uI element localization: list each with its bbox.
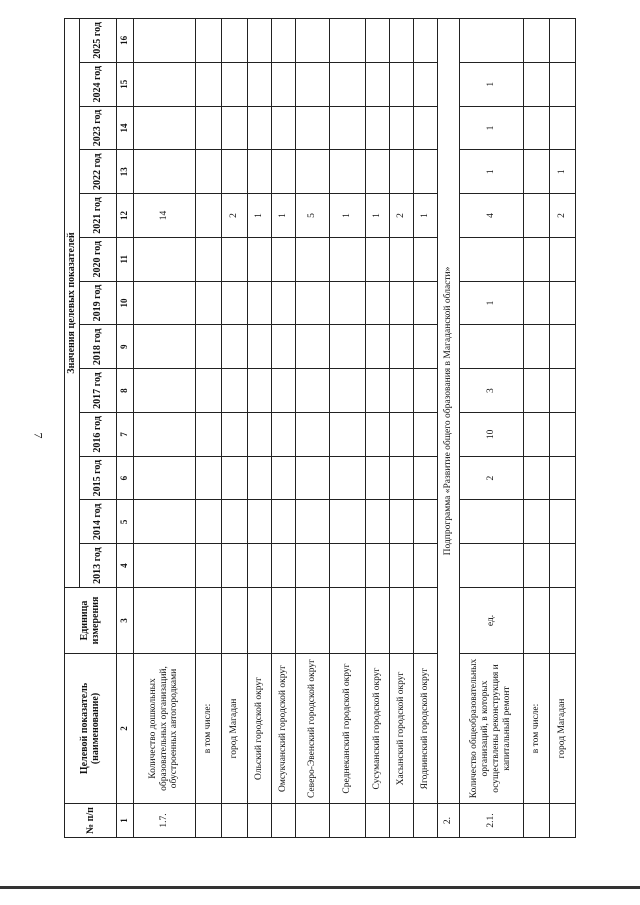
row-value (365, 325, 389, 369)
header-year: 2014 год (79, 500, 116, 544)
column-number: 3 (116, 588, 133, 654)
row-value: 14 (133, 194, 195, 238)
row-unit (389, 588, 413, 654)
row-value (221, 106, 247, 150)
row-value (195, 281, 221, 325)
row-name: Хасынский городской округ (389, 654, 413, 804)
row-value (195, 412, 221, 456)
indicators-table (64, 18, 576, 838)
header-year: 2021 год (79, 194, 116, 238)
row-unit (413, 588, 437, 654)
row-value (295, 544, 329, 588)
row-value (413, 369, 437, 413)
header-year: 2024 год (79, 62, 116, 106)
row-value (413, 62, 437, 106)
row-value (389, 500, 413, 544)
row-value (247, 106, 271, 150)
row-num (389, 804, 413, 838)
row-value (365, 106, 389, 150)
column-number: 16 (116, 19, 133, 63)
column-number: 11 (116, 237, 133, 281)
row-unit (365, 588, 389, 654)
row-name: Ягоднинский городской округ (413, 654, 437, 804)
row-value (365, 19, 389, 63)
row-value (365, 62, 389, 106)
table-row (523, 19, 549, 838)
row-num (247, 804, 271, 838)
row-value (195, 456, 221, 500)
row-value (247, 19, 271, 63)
table-row (133, 19, 195, 838)
row-value (365, 412, 389, 456)
row-value (413, 412, 437, 456)
row-value (389, 150, 413, 194)
header-year: 2018 год (79, 325, 116, 369)
row-value (221, 456, 247, 500)
row-name: в том числе: (195, 654, 221, 804)
row-value (221, 325, 247, 369)
row-value (523, 106, 549, 150)
table-row (247, 19, 271, 838)
row-value (295, 281, 329, 325)
row-name: Ольский городской округ (247, 654, 271, 804)
row-unit (133, 588, 195, 654)
column-number: 10 (116, 281, 133, 325)
row-name: Количество общеобразовательных организаций, в которых осуществлены реконструкция и капитальный ремонт (459, 654, 523, 804)
column-number: 12 (116, 194, 133, 238)
row-value (459, 325, 523, 369)
row-value (247, 412, 271, 456)
row-value (329, 281, 365, 325)
table-row (389, 19, 413, 838)
row-value: 2 (389, 194, 413, 238)
row-value (523, 544, 549, 588)
row-value (271, 19, 295, 63)
row-value (389, 456, 413, 500)
row-value (271, 544, 295, 588)
row-value (271, 62, 295, 106)
row-value (247, 325, 271, 369)
row-value (295, 500, 329, 544)
header-year: 2023 год (79, 106, 116, 150)
row-value (365, 150, 389, 194)
row-name: город Магадан (221, 654, 247, 804)
row-value (133, 369, 195, 413)
row-value (221, 544, 247, 588)
row-value (133, 544, 195, 588)
row-value (365, 544, 389, 588)
row-value (247, 237, 271, 281)
row-unit (523, 588, 549, 654)
row-value: 4 (459, 194, 523, 238)
row-value (271, 500, 295, 544)
row-value (389, 237, 413, 281)
table-row (295, 19, 329, 838)
row-value (195, 237, 221, 281)
row-value: 1 (413, 194, 437, 238)
row-value (523, 500, 549, 544)
table-body-part2 (459, 19, 575, 838)
row-value (133, 456, 195, 500)
row-value (389, 544, 413, 588)
row-value (365, 456, 389, 500)
row-value (133, 325, 195, 369)
row-value (295, 412, 329, 456)
row-unit: ед. (459, 588, 523, 654)
column-number: 13 (116, 150, 133, 194)
row-value (523, 369, 549, 413)
column-number: 9 (116, 325, 133, 369)
column-number: 15 (116, 62, 133, 106)
table-row (195, 19, 221, 838)
row-value (459, 19, 523, 63)
column-number: 6 (116, 456, 133, 500)
row-value (549, 369, 575, 413)
row-value (365, 281, 389, 325)
row-value (195, 325, 221, 369)
row-value (365, 369, 389, 413)
row-num (329, 804, 365, 838)
row-value (549, 544, 575, 588)
row-unit (295, 588, 329, 654)
row-value (271, 237, 295, 281)
row-value (195, 369, 221, 413)
row-value (271, 150, 295, 194)
row-num (523, 804, 549, 838)
column-number: 2 (116, 654, 133, 804)
header-year: 2020 год (79, 237, 116, 281)
row-value (221, 150, 247, 194)
row-value (247, 369, 271, 413)
header-year: 2025 год (79, 19, 116, 63)
row-value (133, 412, 195, 456)
row-value (329, 106, 365, 150)
section-body (437, 19, 459, 838)
row-value (221, 412, 247, 456)
table-row (459, 19, 523, 838)
row-num (413, 804, 437, 838)
row-value (271, 369, 295, 413)
row-value (295, 456, 329, 500)
row-value (271, 412, 295, 456)
row-value (389, 19, 413, 63)
row-value (389, 412, 413, 456)
row-value (549, 62, 575, 106)
row-value (295, 62, 329, 106)
row-value (221, 62, 247, 106)
row-value (523, 19, 549, 63)
row-value (247, 456, 271, 500)
row-num: 1.7. (133, 804, 195, 838)
row-value (295, 150, 329, 194)
row-value (195, 544, 221, 588)
row-value (195, 106, 221, 150)
row-unit (195, 588, 221, 654)
row-value (271, 325, 295, 369)
row-value (523, 412, 549, 456)
row-value: 2 (459, 456, 523, 500)
row-value (221, 19, 247, 63)
row-value (133, 150, 195, 194)
header-values-group: Значения целевых показателей (65, 19, 80, 588)
row-value (133, 500, 195, 544)
row-value (329, 544, 365, 588)
row-num (549, 804, 575, 838)
row-num (195, 804, 221, 838)
row-value (389, 325, 413, 369)
row-name: Количество дошкольных образовательных организаций, обустроенных автогородками (133, 654, 195, 804)
row-value (413, 325, 437, 369)
header-year: 2022 год (79, 150, 116, 194)
row-value (329, 62, 365, 106)
column-numbers-row (116, 19, 133, 838)
column-number: 8 (116, 369, 133, 413)
row-value: 1 (365, 194, 389, 238)
section-row (437, 19, 459, 838)
table-row (271, 19, 295, 838)
table-row (221, 19, 247, 838)
row-value (221, 500, 247, 544)
row-value (523, 325, 549, 369)
rotated-table-sheet (64, 18, 612, 838)
row-value: 2 (221, 194, 247, 238)
row-num (221, 804, 247, 838)
header-year: 2015 год (79, 456, 116, 500)
row-value (365, 237, 389, 281)
row-value (195, 62, 221, 106)
row-value (523, 237, 549, 281)
row-value (329, 150, 365, 194)
row-value (247, 500, 271, 544)
row-value (221, 281, 247, 325)
header-year: 2013 год (79, 544, 116, 588)
section-num: 2. (437, 804, 459, 838)
row-value (413, 106, 437, 150)
row-value (389, 369, 413, 413)
row-value (459, 544, 523, 588)
row-value (271, 281, 295, 325)
row-value (549, 281, 575, 325)
row-value (413, 544, 437, 588)
row-unit (271, 588, 295, 654)
row-value (413, 150, 437, 194)
row-value (329, 369, 365, 413)
row-value (329, 500, 365, 544)
row-value: 1 (459, 106, 523, 150)
row-value (247, 544, 271, 588)
row-value (389, 106, 413, 150)
row-value (295, 19, 329, 63)
row-value: 1 (549, 150, 575, 194)
row-value (133, 281, 195, 325)
row-name: город Магадан (549, 654, 575, 804)
column-number: 7 (116, 412, 133, 456)
table-row (329, 19, 365, 838)
table-row (413, 19, 437, 838)
header-unit: Единица измерения (65, 588, 117, 654)
row-value (133, 19, 195, 63)
row-value (221, 237, 247, 281)
page-number: 7 (31, 432, 46, 439)
row-value (195, 500, 221, 544)
row-unit (221, 588, 247, 654)
row-value (133, 62, 195, 106)
row-value (271, 106, 295, 150)
row-name: в том числе: (523, 654, 549, 804)
row-value (295, 369, 329, 413)
row-name: Среднеканский городской округ (329, 654, 365, 804)
row-name: Омсукчанский городской округ (271, 654, 295, 804)
row-value (295, 325, 329, 369)
header-indicator: Целевой показатель (наименование) (65, 654, 117, 804)
row-value: 1 (271, 194, 295, 238)
row-value: 1 (247, 194, 271, 238)
row-value: 10 (459, 412, 523, 456)
header-year: 2017 год (79, 369, 116, 413)
table-row (549, 19, 575, 838)
row-unit (247, 588, 271, 654)
row-value (549, 325, 575, 369)
row-value (295, 237, 329, 281)
row-value (389, 62, 413, 106)
row-value (195, 19, 221, 63)
row-value: 2 (549, 194, 575, 238)
row-value: 1 (459, 281, 523, 325)
row-name: Сусуманский городской округ (365, 654, 389, 804)
row-value (523, 281, 549, 325)
row-unit (549, 588, 575, 654)
row-value (549, 237, 575, 281)
row-value (247, 281, 271, 325)
row-name: Северо-Эвенский городской округ (295, 654, 329, 804)
row-value: 3 (459, 369, 523, 413)
row-num (295, 804, 329, 838)
row-value (523, 194, 549, 238)
header-num: № п/п (65, 804, 117, 838)
header-year: 2016 год (79, 412, 116, 456)
row-unit (329, 588, 365, 654)
column-number: 1 (116, 804, 133, 838)
table-body-part1 (133, 19, 437, 838)
row-num: 2.1. (459, 804, 523, 838)
row-value (247, 62, 271, 106)
row-value (549, 412, 575, 456)
row-value (389, 281, 413, 325)
row-value (413, 281, 437, 325)
row-value (195, 194, 221, 238)
row-value (133, 106, 195, 150)
column-number: 5 (116, 500, 133, 544)
bottom-rule (0, 886, 640, 889)
row-num (271, 804, 295, 838)
section-title: Подпрограмма «Развитие общего образования в Магаданской области» (437, 19, 459, 804)
row-value (221, 369, 247, 413)
row-value (365, 500, 389, 544)
row-value: 5 (295, 194, 329, 238)
row-value (523, 62, 549, 106)
row-value: 1 (459, 62, 523, 106)
column-number: 4 (116, 544, 133, 588)
row-value (329, 19, 365, 63)
row-value (549, 106, 575, 150)
row-value (459, 500, 523, 544)
row-value (413, 500, 437, 544)
row-value: 1 (459, 150, 523, 194)
row-value (549, 456, 575, 500)
row-value (459, 237, 523, 281)
row-value (195, 150, 221, 194)
row-value (133, 237, 195, 281)
row-value (549, 19, 575, 63)
row-value (523, 150, 549, 194)
row-value (247, 150, 271, 194)
table-row (365, 19, 389, 838)
row-value (523, 456, 549, 500)
row-value (549, 500, 575, 544)
row-value (413, 456, 437, 500)
row-value (329, 412, 365, 456)
row-num (365, 804, 389, 838)
row-value (413, 19, 437, 63)
row-value (413, 237, 437, 281)
row-value (329, 325, 365, 369)
row-value (295, 106, 329, 150)
row-value (329, 237, 365, 281)
row-value: 1 (329, 194, 365, 238)
header-year: 2019 год (79, 281, 116, 325)
row-value (329, 456, 365, 500)
row-value (271, 456, 295, 500)
column-number: 14 (116, 106, 133, 150)
